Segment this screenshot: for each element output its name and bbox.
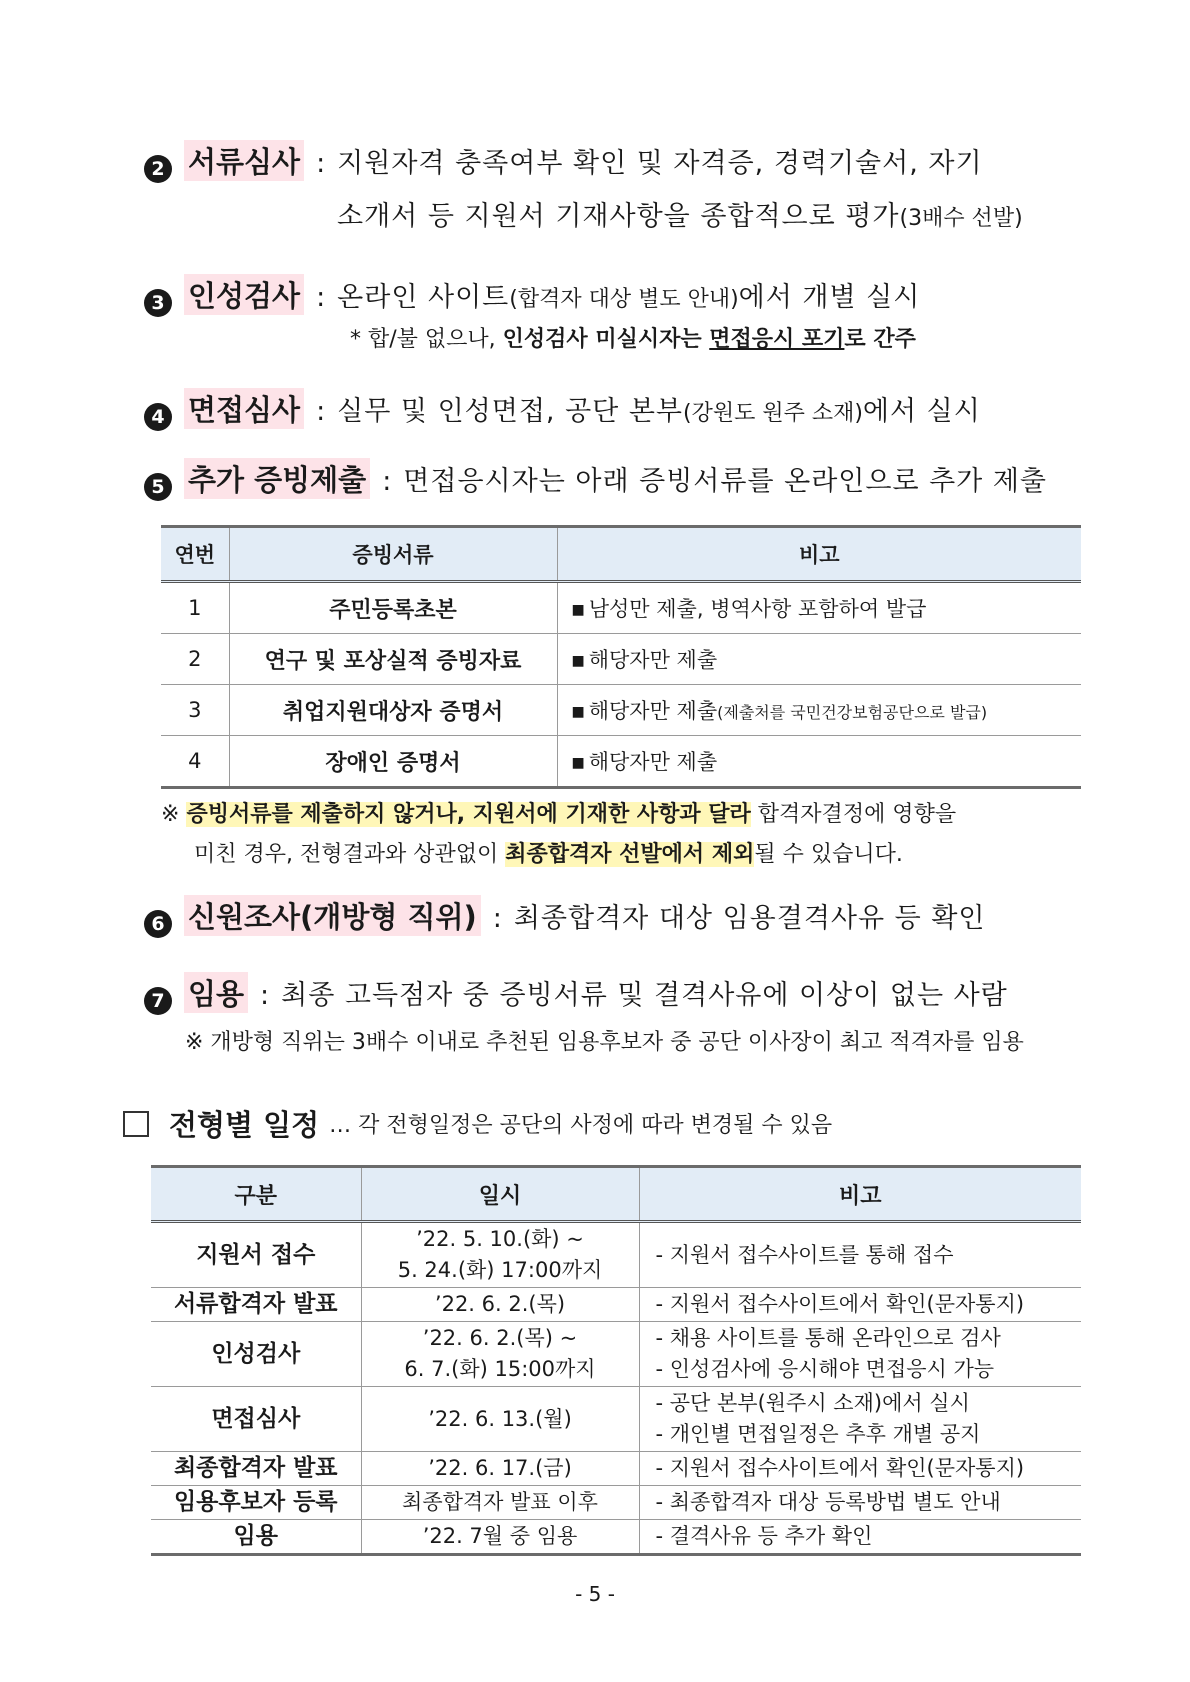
table-header-row <box>151 1167 1081 1222</box>
remark-line-2: - 인성검사에 응시해야 면접응시 가능 <box>655 1357 995 1381</box>
step-title: 면접심사 <box>184 388 304 429</box>
step-colon: : <box>316 396 326 427</box>
row-date <box>361 1322 639 1387</box>
personality-test-note <box>350 322 916 353</box>
row-phase: 면접심사 <box>151 1387 361 1452</box>
step-personality-test <box>144 274 1074 315</box>
date-line-2: 5. 24.(화) 17:00까지 <box>397 1258 603 1282</box>
note-end: 로 간주 <box>844 327 916 352</box>
row-date: 최종합격자 발표 이후 <box>361 1486 639 1520</box>
date-line-1: ’22. 5. 10.(화) ~ <box>416 1227 584 1251</box>
desc-small: (합격자 대상 별도 안내) <box>509 287 739 312</box>
warning-highlight-2: 최종합격자 선발에서 제외 <box>505 842 755 867</box>
table-row <box>151 1222 1081 1288</box>
row-remark <box>557 736 1081 788</box>
remark-text: 해당자만 제출 <box>588 750 718 774</box>
header-date: 일시 <box>361 1167 639 1222</box>
row-date: ’22. 6. 17.(금) <box>361 1452 639 1486</box>
table-row <box>151 1322 1081 1387</box>
date-line-2: 6. 7.(화) 15:00까지 <box>404 1357 596 1381</box>
header-remark: 비고 <box>557 527 1081 582</box>
table-row <box>151 1387 1081 1452</box>
table-row <box>161 582 1081 634</box>
row-phase: 서류합격자 발표 <box>151 1288 361 1322</box>
row-phase: 임용후보자 등록 <box>151 1486 361 1520</box>
schedule-table <box>151 1165 1081 1556</box>
schedule-title: 전형별 일정 <box>169 1108 320 1142</box>
warning-text-3: 될 수 있습니다. <box>754 842 903 867</box>
schedule-heading <box>123 1103 832 1144</box>
step-colon: : <box>260 980 270 1011</box>
step-colon: : <box>316 148 326 179</box>
step-colon: : <box>316 282 326 313</box>
row-document: 주민등록초본 <box>229 582 557 634</box>
table-row <box>161 685 1081 736</box>
table-row <box>151 1520 1081 1555</box>
step-number: 2 <box>144 155 172 183</box>
row-remark <box>639 1387 1081 1452</box>
row-phase: 임용 <box>151 1520 361 1555</box>
page-number: - 5 - <box>575 1582 615 1606</box>
warning-text-2: 미친 경우, 전형결과와 상관없이 <box>194 842 506 867</box>
header-no: 연번 <box>161 527 229 582</box>
warning-note-line2 <box>194 837 903 868</box>
bullet-square-icon: ■ <box>571 755 585 771</box>
warning-text-1: 합격자결정에 영향을 <box>750 802 957 827</box>
step-number: 4 <box>144 403 172 431</box>
step-colon: : <box>382 466 392 497</box>
step-interview <box>144 388 1074 429</box>
row-phase: 지원서 접수 <box>151 1222 361 1288</box>
row-document: 연구 및 포상실적 증빙자료 <box>229 634 557 685</box>
table-row <box>151 1452 1081 1486</box>
step-background-check <box>144 895 1074 936</box>
header-remark: 비고 <box>639 1167 1081 1222</box>
step-description: 면접응시자는 아래 증빙서류를 온라인으로 추가 제출 <box>403 466 1048 497</box>
step-description: 최종 고득점자 중 증빙서류 및 결격사유에 이상이 없는 사람 <box>281 980 1008 1011</box>
bullet-square-icon: ■ <box>571 653 585 669</box>
checkbox-square-icon <box>123 1111 149 1137</box>
row-remark <box>557 634 1081 685</box>
step-number: 5 <box>144 473 172 501</box>
table-row <box>161 634 1081 685</box>
step-appointment <box>144 972 1074 1013</box>
step-description: 지원자격 충족여부 확인 및 자격증, 경력기술서, 자기 <box>337 148 983 179</box>
step-description <box>337 389 981 428</box>
desc-main: 실무 및 인성면접, 공단 본부 <box>337 396 683 427</box>
step-title: 인성검사 <box>184 274 304 315</box>
row-no: 2 <box>161 634 229 685</box>
warning-highlight-1: 증빙서류를 제출하지 않거나, 지원서에 기재한 사항과 달라 <box>186 802 751 827</box>
row-date: ’22. 6. 13.(월) <box>361 1387 639 1452</box>
row-remark <box>557 582 1081 634</box>
continued-text: 소개서 등 지원서 기재사항을 종합적으로 평가 <box>337 201 900 232</box>
step-title: 신원조사(개방형 직위) <box>184 895 481 936</box>
remark-text: 해당자만 제출 <box>588 699 718 723</box>
documents-table <box>161 525 1081 789</box>
desc-tail: 에서 실시 <box>862 396 981 427</box>
step-colon: : <box>492 903 502 934</box>
row-phase: 최종합격자 발표 <box>151 1452 361 1486</box>
step-number: 6 <box>144 910 172 938</box>
row-no: 3 <box>161 685 229 736</box>
row-no: 4 <box>161 736 229 788</box>
warning-note-line1 <box>161 797 956 828</box>
appointment-note: ※ 개방형 직위는 3배수 이내로 추천된 임용후보자 중 공단 이사장이 최고 적격자를 임용 <box>185 1030 1024 1055</box>
step-number: 3 <box>144 289 172 317</box>
desc-main: 온라인 사이트 <box>337 282 510 313</box>
step-title: 추가 증빙제출 <box>184 458 370 499</box>
date-line-1: ’22. 6. 2.(목) ~ <box>422 1326 578 1350</box>
row-remark: - 최종합격자 대상 등록방법 별도 안내 <box>639 1486 1081 1520</box>
remark-line-1: - 지원서 접수사이트를 통해 접수 <box>655 1242 954 1267</box>
continued-small-text: (3배수 선발) <box>899 206 1023 231</box>
bullet-square-icon: ■ <box>571 602 585 618</box>
remark-line-1: - 채용 사이트를 통해 온라인으로 검사 <box>655 1326 1001 1350</box>
desc-tail: 에서 개별 실시 <box>738 282 921 313</box>
row-date: ’22. 6. 2.(목) <box>361 1288 639 1322</box>
row-document: 취업지원대상자 증명서 <box>229 685 557 736</box>
remark-small-text: (제출처를 국민건강보험공단으로 발급) <box>717 703 988 722</box>
step-description-continued <box>337 194 1023 233</box>
schedule-subtitle: … 각 전형일정은 공단의 사정에 따라 변경될 수 있음 <box>329 1113 833 1138</box>
step-description: 최종합격자 대상 임용결격사유 등 확인 <box>513 903 986 934</box>
remark-text: 해당자만 제출 <box>588 648 718 672</box>
table-row <box>161 736 1081 788</box>
row-no: 1 <box>161 582 229 634</box>
note-underlined: 면접응시 포기 <box>709 327 845 352</box>
header-document: 증빙서류 <box>229 527 557 582</box>
row-date <box>361 1222 639 1288</box>
row-remark <box>639 1322 1081 1387</box>
step-description <box>337 275 920 314</box>
row-document: 장애인 증명서 <box>229 736 557 788</box>
table-header-row <box>161 527 1081 582</box>
desc-small: (강원도 원주 소재) <box>683 401 863 426</box>
row-remark: - 지원서 접수사이트에서 확인(문자통지) <box>639 1452 1081 1486</box>
row-remark <box>557 685 1081 736</box>
remark-line-1: - 공단 본부(원주시 소재)에서 실시 <box>655 1391 970 1415</box>
reference-mark: ※ <box>161 802 180 827</box>
step-number: 7 <box>144 987 172 1015</box>
step-document-screening <box>144 140 1074 181</box>
note-prefix: * 합/불 없으나, <box>350 327 503 352</box>
table-row <box>151 1288 1081 1322</box>
table-row <box>151 1486 1081 1520</box>
row-remark <box>639 1222 1081 1288</box>
remark-text: 남성만 제출, 병역사항 포함하여 발급 <box>588 597 927 621</box>
bullet-square-icon: ■ <box>571 704 585 720</box>
remark-line-2: - 개인별 면접일정은 추후 개별 공지 <box>655 1422 981 1446</box>
step-additional-documents <box>144 458 1074 499</box>
note-bold: 인성검사 미실시자는 <box>502 327 710 352</box>
row-date: ’22. 7월 중 임용 <box>361 1520 639 1555</box>
row-remark: - 지원서 접수사이트에서 확인(문자통지) <box>639 1288 1081 1322</box>
header-phase: 구분 <box>151 1167 361 1222</box>
step-title: 서류심사 <box>184 140 304 181</box>
row-phase: 인성검사 <box>151 1322 361 1387</box>
step-title: 임용 <box>184 972 248 1013</box>
row-remark: - 결격사유 등 추가 확인 <box>639 1520 1081 1555</box>
